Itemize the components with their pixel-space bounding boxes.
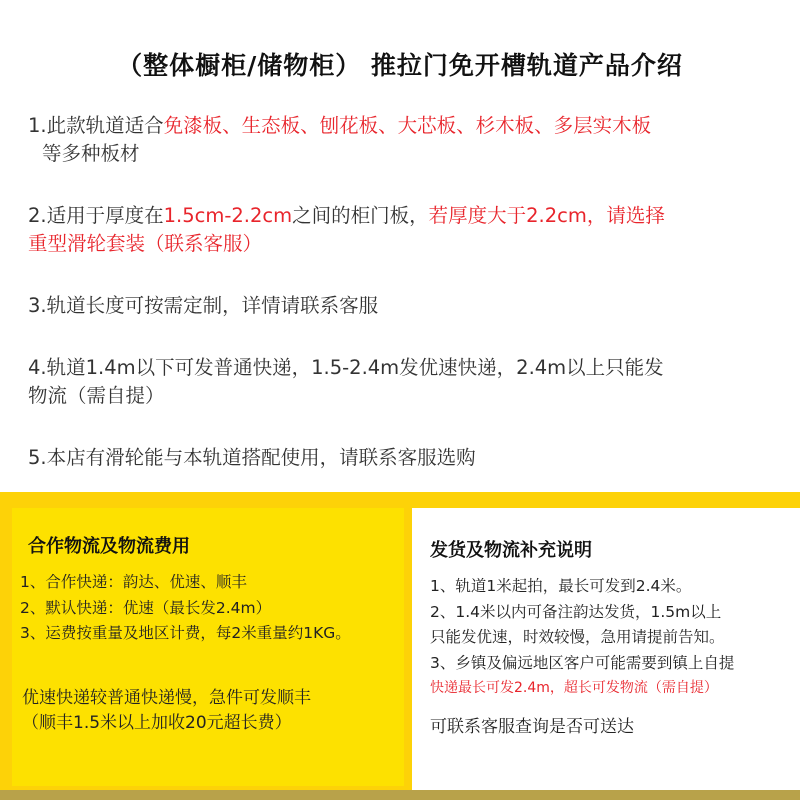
card-note-line: 优速快递较普通快递慢，急件可发顺丰 bbox=[22, 688, 311, 708]
shipping-info-section bbox=[0, 492, 800, 800]
item-text: 2.适用于厚度在 bbox=[28, 204, 164, 227]
highlight-text: 重型滑轮套装（联系客服） bbox=[28, 232, 263, 255]
item-text: 之间的柜门板， bbox=[292, 204, 429, 227]
card-lines bbox=[430, 574, 792, 702]
card-line: 只能发优速，时效较慢，急用请提前告知。 bbox=[430, 628, 725, 646]
item-text: 等多种板材 bbox=[42, 142, 140, 165]
card-line: 2、1.4米以内可备注韵达发货，1.5m以上 bbox=[430, 602, 722, 621]
card-line: 3、乡镇及偏远地区客户可能需要到镇上自提 bbox=[430, 653, 735, 672]
card-lines bbox=[20, 570, 404, 647]
card-note-line: （顺丰1.5米以上加收20元超长费） bbox=[22, 713, 292, 733]
card-note: 可联系客服查询是否可送达 bbox=[430, 717, 634, 737]
list-item bbox=[28, 354, 788, 410]
item-text: 1.此款轨道适合 bbox=[28, 114, 164, 137]
shipping-notes-card bbox=[412, 508, 800, 790]
warning-line: 快递最长可发2.4m，超长可发物流（需自提） bbox=[430, 680, 718, 696]
list-item bbox=[28, 112, 788, 168]
logistics-cost-card bbox=[12, 508, 404, 786]
card-line: 1、合作快递：韵达、优速、顺丰 bbox=[20, 573, 247, 591]
card-note bbox=[22, 686, 311, 736]
product-intro-list bbox=[28, 112, 788, 506]
highlight-text: 1.5cm-2.2cm bbox=[163, 204, 293, 227]
highlight-text: 若厚度大于2.2cm，请选择 bbox=[428, 204, 665, 227]
highlight-text: 免漆板、生态板、刨花板、大芯板、杉木板、多层实木板 bbox=[163, 114, 652, 137]
card-line: 2、默认快递：优速（最长发2.4m） bbox=[20, 598, 272, 617]
bottom-strip bbox=[0, 790, 800, 800]
list-item: 5.本店有滑轮能与本轨道搭配使用，请联系客服选购 bbox=[28, 446, 476, 469]
list-item bbox=[28, 202, 788, 258]
item-text: 物流（需自提） bbox=[28, 384, 165, 407]
card-line: 3、运费按重量及地区计费，每2米重量约1KG。 bbox=[20, 624, 351, 642]
list-item: 3.轨道长度可按需定制，详情请联系客服 bbox=[28, 294, 379, 317]
page-title: （整体橱柜/储物柜） 推拉门免开槽轨道产品介绍 bbox=[117, 51, 683, 80]
item-text: 4.轨道1.4m以下可发普通快递，1.5-2.4m发优速快递，2.4m以上只能发 bbox=[28, 356, 664, 379]
card-title: 发货及物流补充说明 bbox=[430, 540, 592, 561]
card-line: 1、轨道1米起拍，最长可发到2.4米。 bbox=[430, 577, 692, 595]
card-title: 合作物流及物流费用 bbox=[28, 536, 190, 557]
